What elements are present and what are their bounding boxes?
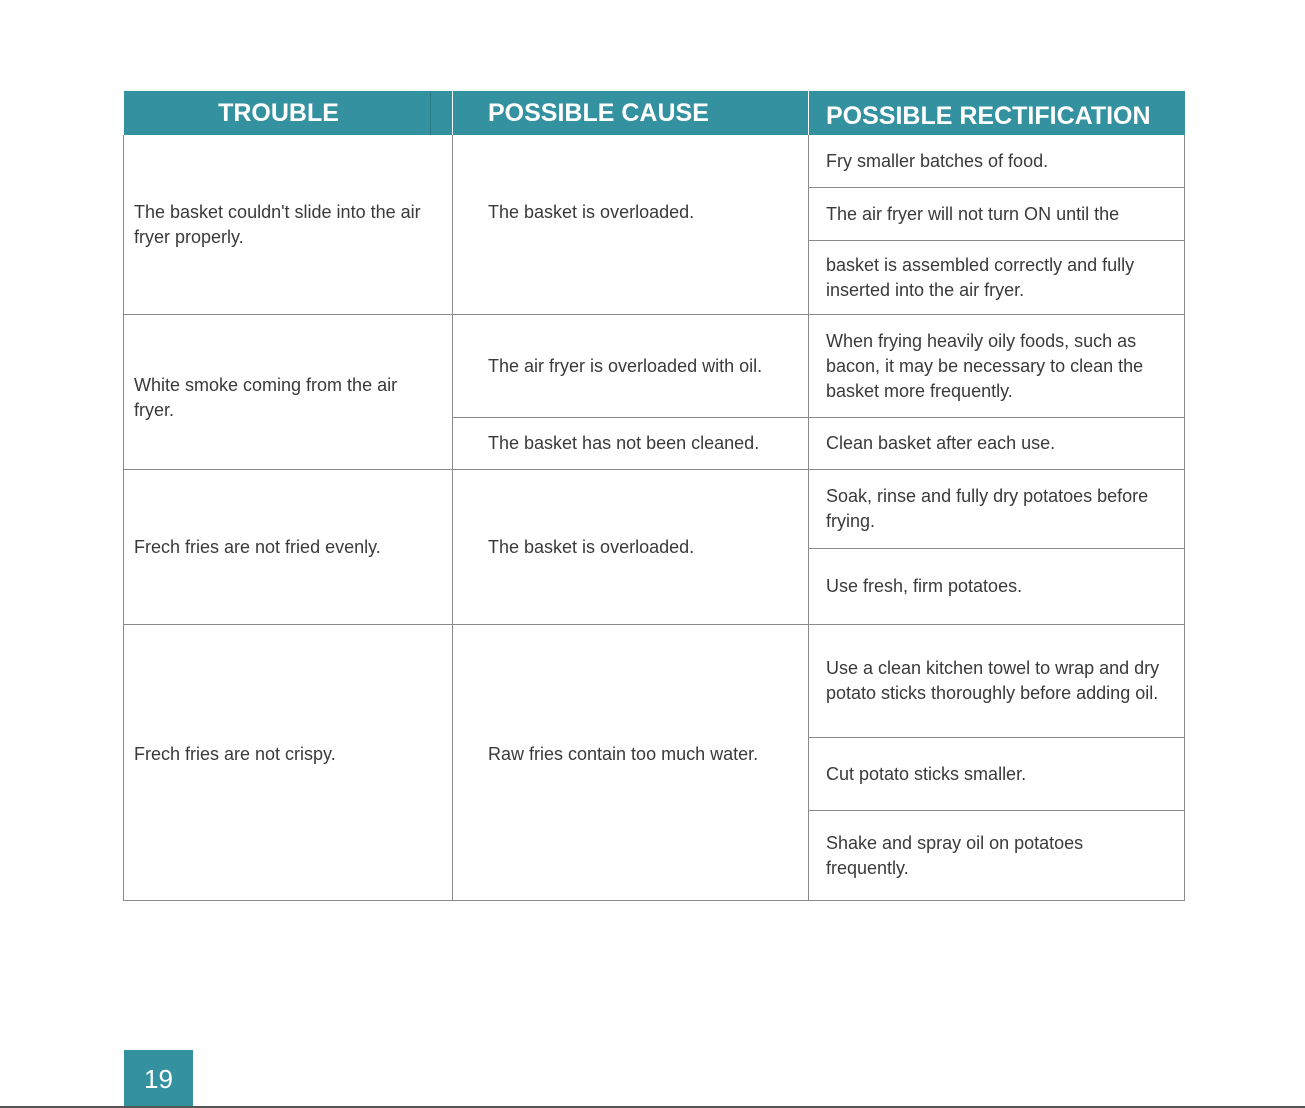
- table-row-4-rect-2: [826, 738, 1176, 810]
- rectification-text: Soak, rinse and fully dry potatoes before frying.: [826, 486, 1149, 531]
- header-cause: [453, 91, 808, 135]
- header-cause-label: POSSIBLE CAUSE: [488, 98, 709, 127]
- page-number-label: 19: [144, 1063, 173, 1094]
- table-row-1-rect-2: [826, 188, 1176, 240]
- rectification-text: Cut potato sticks smaller.: [826, 763, 1027, 784]
- trouble-text: Frech fries are not fried evenly.: [134, 536, 381, 557]
- table-row-1-cause: [488, 136, 798, 288]
- cause-text: The basket has not been cleaned.: [488, 433, 760, 453]
- table-row-2-rect-2: [826, 418, 1176, 469]
- table-row-4-trouble: [134, 625, 434, 883]
- rectification-text: Fry smaller batches of food.: [826, 151, 1049, 171]
- header-trouble: [124, 91, 453, 135]
- cause-text: The basket is overloaded.: [488, 536, 695, 557]
- header-separator-2: [808, 91, 809, 135]
- table-row-1-trouble: [134, 136, 434, 314]
- table-row-4-rect-1: [826, 625, 1166, 737]
- column-line-2: [808, 135, 809, 901]
- column-line-1: [452, 135, 453, 901]
- table-row-4-rect-3: [826, 811, 1126, 900]
- cause-text: The air fryer is overloaded with oil.: [488, 355, 763, 376]
- table-row-3-rect-1: [826, 470, 1176, 548]
- cause-text: Raw fries contain too much water.: [488, 743, 759, 764]
- table-row-2-cause-1: [488, 315, 798, 417]
- rectification-text: basket is assembled correctly and fully inserted into the air fryer.: [826, 254, 1135, 300]
- rectification-text: Use a clean kitchen towel to wrap and dry potato sticks thoroughly before adding oil.: [826, 658, 1160, 703]
- rectification-text: Clean basket after each use.: [826, 433, 1056, 453]
- header-divider: [430, 91, 431, 135]
- header-rectification: [809, 91, 1185, 135]
- rectification-text: The air fryer will not turn ON until the: [826, 203, 1120, 224]
- table-row-1-rect-1: [826, 136, 1176, 187]
- rectification-text: When frying heavily oily foods, such as bacon, it may be necessary to clean the basket more frequently.: [826, 330, 1144, 401]
- page-number: [124, 1050, 193, 1108]
- rectification-text: Shake and spray oil on potatoes frequently.: [826, 832, 1084, 878]
- table-row-3-cause: [488, 470, 798, 624]
- table-row-3-trouble: [134, 470, 434, 624]
- trouble-text: Frech fries are not crispy.: [134, 743, 336, 764]
- table-border-left: [123, 135, 124, 901]
- table-row-1-rect-3: [826, 241, 1176, 314]
- table-row-2-cause-2: [488, 418, 798, 469]
- trouble-text: White smoke coming from the air fryer.: [134, 375, 398, 420]
- table-row-3-rect-2: [826, 549, 1176, 624]
- rectification-text: Use fresh, firm potatoes.: [826, 576, 1023, 596]
- header-trouble-label: TROUBLE: [218, 98, 339, 127]
- trouble-text: The basket couldn't slide into the air fryer properly.: [134, 202, 421, 247]
- header-separator-1: [452, 91, 453, 135]
- header-rectification-label: POSSIBLE RECTIFICATION: [826, 101, 1151, 130]
- table-border-right: [1184, 135, 1185, 901]
- cause-text: The basket is overloaded.: [488, 201, 695, 222]
- table-row-2-rect-1: [826, 315, 1176, 417]
- table-border-bottom: [123, 900, 1185, 901]
- table-row-2-trouble: [134, 315, 434, 481]
- table-row-4-cause: [488, 625, 798, 883]
